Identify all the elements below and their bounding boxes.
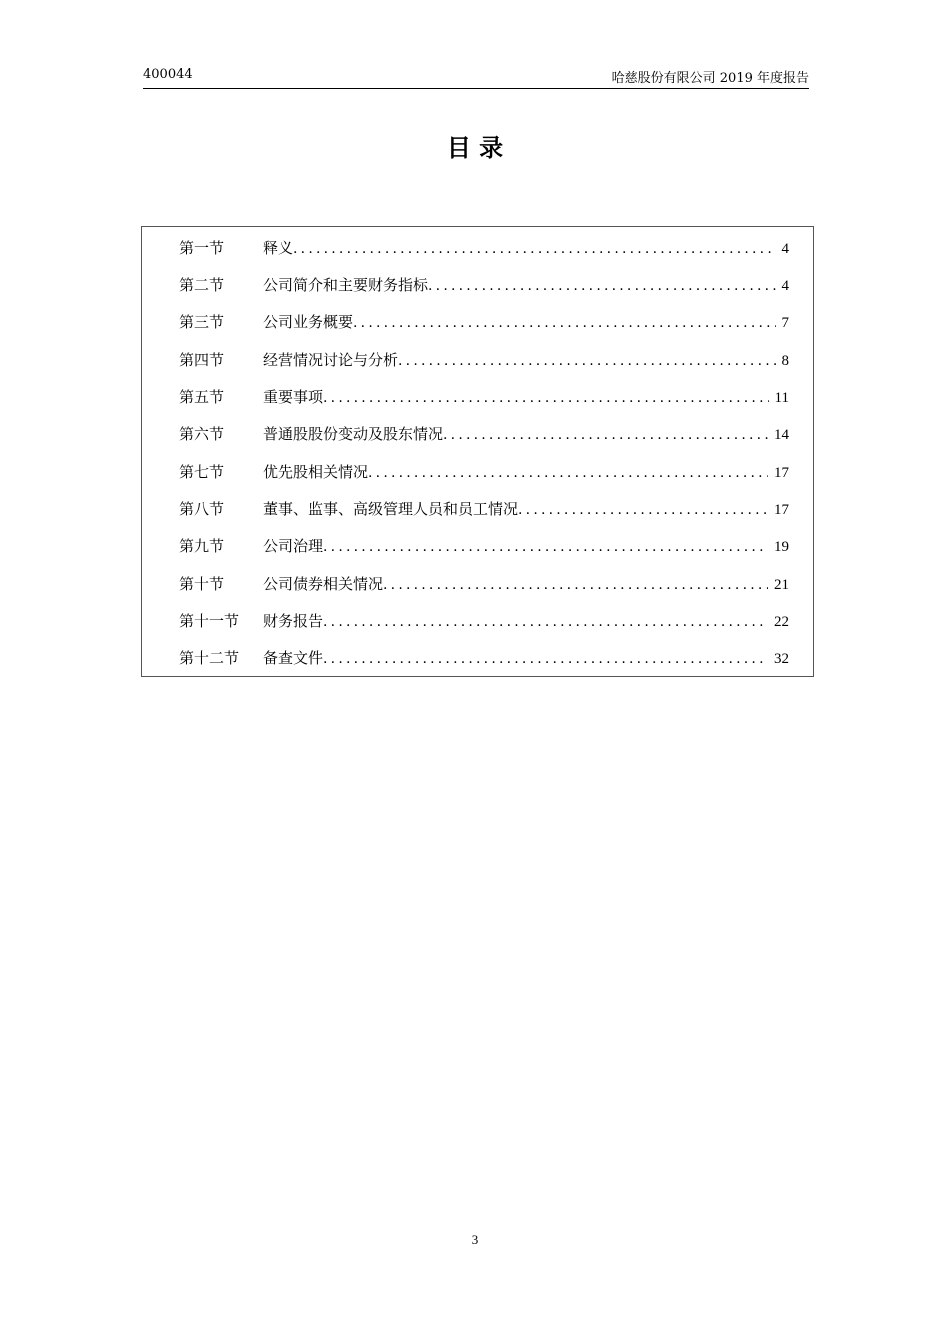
toc-leader: [323, 387, 769, 409]
toc-leader: [518, 499, 768, 521]
toc-row[interactable]: [179, 498, 789, 520]
toc-title: 公司治理: [263, 537, 324, 555]
toc-section: 第三节: [179, 313, 225, 331]
toc-title: 重要事项: [263, 388, 324, 406]
toc-row[interactable]: [179, 349, 789, 371]
report-title: 哈慈股份有限公司 2019 年度报告: [611, 71, 809, 86]
toc-leader: [443, 424, 768, 446]
toc-page: 17: [774, 502, 789, 518]
toc-row[interactable]: [179, 461, 789, 483]
toc-row[interactable]: [179, 237, 789, 259]
toc-section: 第一节: [179, 239, 225, 257]
toc-page: 14: [774, 427, 789, 443]
toc-section: 第十二节: [179, 649, 240, 667]
toc-page: 11: [774, 390, 789, 406]
page-title: 目 录: [446, 134, 504, 162]
toc-leader: [428, 275, 775, 297]
toc-section: 第五节: [179, 388, 225, 406]
toc-title: 释义: [263, 239, 294, 257]
toc-section: 第六节: [179, 425, 225, 443]
toc-page: 7: [781, 315, 789, 331]
toc-page: 4: [781, 241, 789, 257]
toc-leader: [323, 648, 768, 670]
toc-title: 备查文件: [263, 649, 324, 667]
toc-leader: [323, 536, 768, 558]
toc-leader: [398, 350, 775, 372]
toc-section: 第四节: [179, 351, 225, 369]
page-header: [143, 66, 809, 89]
toc-title: 公司简介和主要财务指标: [263, 276, 429, 294]
toc-row[interactable]: [179, 423, 789, 445]
toc-section: 第八节: [179, 500, 225, 518]
toc-row[interactable]: [179, 647, 789, 669]
toc-title: 董事、监事、高级管理人员和员工情况: [263, 500, 519, 518]
toc-row[interactable]: [179, 311, 789, 333]
toc-leader: [323, 611, 768, 633]
toc-page: 19: [774, 539, 789, 555]
table-of-contents: [141, 226, 814, 677]
toc-row[interactable]: [179, 573, 789, 595]
toc-leader: [368, 462, 768, 484]
toc-title: 公司业务概要: [263, 313, 354, 331]
toc-section: 第九节: [179, 537, 225, 555]
toc-leader: [353, 312, 775, 334]
toc-row[interactable]: [179, 386, 789, 408]
toc-page: 21: [774, 577, 789, 593]
toc-section: 第十一节: [179, 612, 240, 630]
toc-page: 17: [774, 465, 789, 481]
toc-page: 22: [774, 614, 789, 630]
toc-page: 8: [781, 353, 789, 369]
page-number: 3: [471, 1232, 479, 1247]
toc-section: 第七节: [179, 463, 225, 481]
toc-title: 经营情况讨论与分析: [263, 351, 399, 369]
toc-title: 财务报告: [263, 612, 324, 630]
toc-leader: [383, 574, 768, 596]
toc-row[interactable]: [179, 274, 789, 296]
toc-leader: [293, 238, 775, 260]
toc-row[interactable]: [179, 535, 789, 557]
toc-title: 普通股股份变动及股东情况: [263, 425, 444, 443]
toc-page: 32: [774, 651, 789, 667]
toc-title: 优先股相关情况: [263, 463, 369, 481]
toc-section: 第二节: [179, 276, 225, 294]
toc-row[interactable]: [179, 610, 789, 632]
toc-section: 第十节: [179, 575, 225, 593]
stock-code: 400044: [143, 67, 193, 82]
toc-title: 公司债券相关情况: [263, 575, 384, 593]
toc-page: 4: [781, 278, 789, 294]
